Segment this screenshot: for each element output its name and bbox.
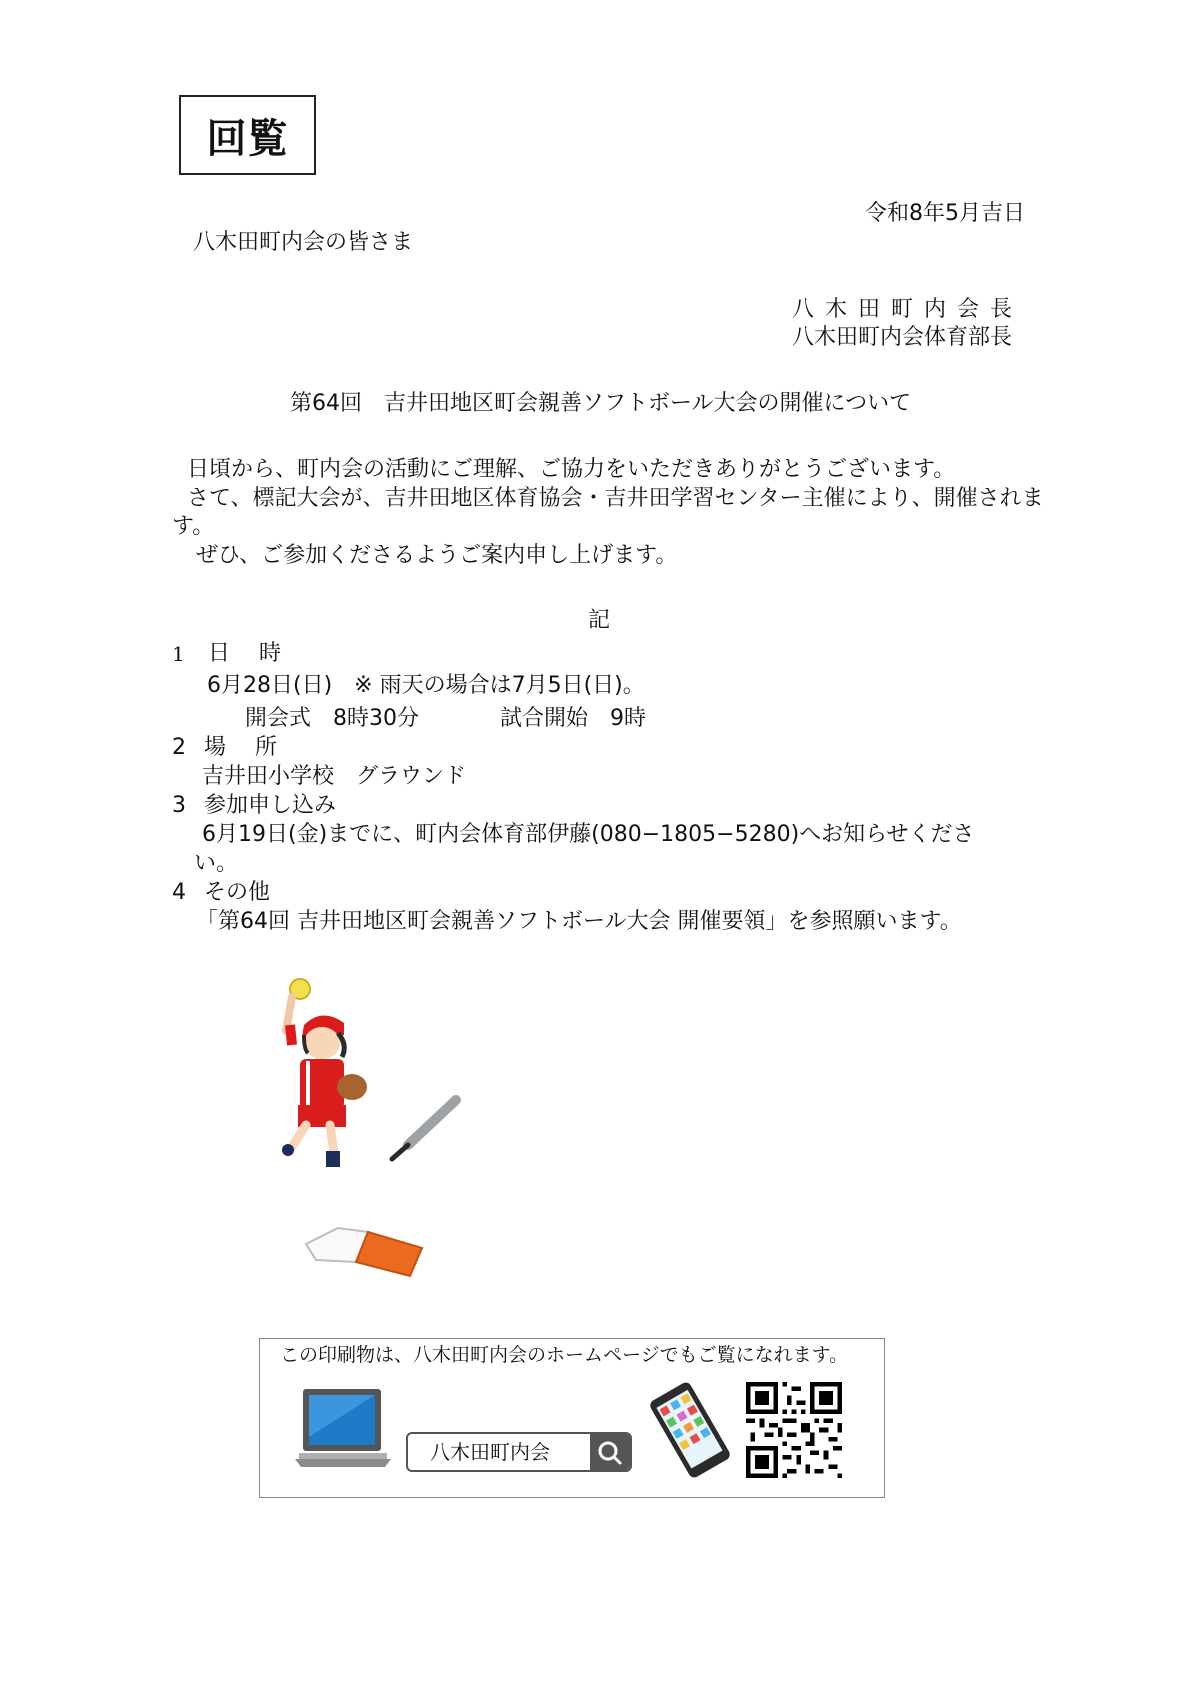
kairan-stamp <box>179 95 316 175</box>
item1-datetime: 6月28日(日) ※ 雨天の場合は7月5日(日)。 <box>207 673 645 698</box>
homepage-notice-text: この印刷物は、八木田町内会のホームページでもご覧になれます。 <box>280 1344 849 1366</box>
item2-label: 場 所 <box>204 735 288 760</box>
qr-code <box>746 1382 842 1478</box>
ki-heading: 記 <box>588 608 611 633</box>
item3-number: 3 <box>172 793 186 818</box>
item1-label: 日 時 <box>208 641 292 666</box>
kairan-label: 回覧 <box>206 115 289 162</box>
base-illustration <box>298 1222 432 1284</box>
item2-venue: 吉井田小学校 グラウンド <box>202 764 467 789</box>
body-announcement-cont: す。 <box>172 514 215 539</box>
item3-label: 参加申し込み <box>204 793 337 818</box>
search-box[interactable] <box>406 1432 632 1472</box>
softball-pitcher-illustration <box>262 975 382 1175</box>
item3-deadline-cont: い。 <box>194 851 239 876</box>
item3-deadline: 6月19日(金)までに、町内会体育部伊藤(080−1805−5280)へお知らせくださ <box>202 822 975 847</box>
item4-number: 4 <box>172 880 186 905</box>
sender-sports-dept: 八木田町内会体育部長 <box>792 325 1013 350</box>
recipient: 八木田町内会の皆さま <box>193 230 414 255</box>
laptop-icon <box>293 1387 393 1475</box>
item4-reference: 「第64回 吉井田地区町会親善ソフトボール大会 開催要領」を参照願います。 <box>196 909 962 934</box>
sender-chairman: 八木田町内会長 <box>792 297 1024 322</box>
item1-opening: 開会式 8時30分 <box>245 706 419 731</box>
body-greeting: 日頃から、町内会の活動にご理解、ご協力をいただきありがとうございます。 <box>187 457 956 482</box>
smartphone-icon <box>645 1380 735 1480</box>
item2-number: 2 <box>172 735 186 760</box>
item1-number: 1 <box>172 642 185 666</box>
item1-game-start: 試合開始 9時 <box>500 706 646 731</box>
body-invitation: ぜひ、ご参加くださるようご案内申し上げます。 <box>196 543 678 568</box>
body-announcement: さて、標記大会が、吉井田地区体育協会・吉井田学習センター主催により、開催されま <box>187 486 1044 511</box>
document-date: 令和8年5月吉日 <box>865 201 1025 226</box>
search-button[interactable] <box>590 1434 630 1472</box>
document-title: 第64回 吉井田地区町会親善ソフトボール大会の開催について <box>290 391 912 416</box>
bat-illustration <box>386 1095 466 1165</box>
search-icon <box>590 1434 630 1472</box>
search-text: 八木田町内会 <box>430 1440 550 1464</box>
item4-label: その他 <box>204 880 271 905</box>
